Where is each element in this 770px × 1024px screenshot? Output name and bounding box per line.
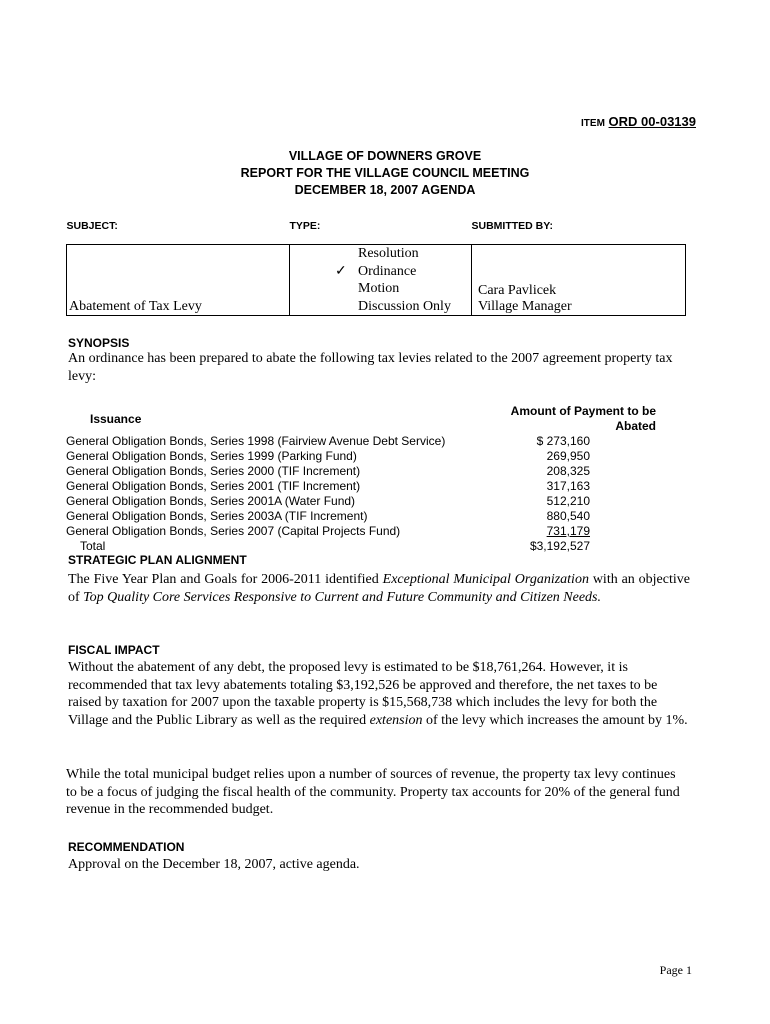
item-prefix: ITEM — [581, 118, 605, 129]
levy-total-row — [66, 539, 656, 554]
submitted-cell — [472, 245, 686, 316]
levy-issuance: General Obligation Bonds, Series 1998 (Fairview Avenue Debt Service) — [66, 434, 446, 448]
col-amount: Amount of Payment to be Abated — [510, 404, 656, 433]
fiscal-text-2: While the total municipal budget relies upon a number of sources of revenue, the property tax levy continues to be a focus of judging the fiscal health of the community. Property tax accounts for 20% of the general fund revenue in the recommended budget. — [66, 767, 680, 817]
recommendation-text: Approval on the December 18, 2007, active agenda. — [68, 857, 360, 872]
submitted-label: SUBMITTED BY: — [472, 216, 686, 245]
levy-row — [66, 509, 656, 524]
levy-row — [66, 449, 656, 464]
info-header-row — [67, 216, 686, 245]
recommendation-title: RECOMMENDATION — [68, 840, 185, 854]
levy-row — [66, 464, 656, 479]
levy-row — [66, 479, 656, 494]
type-label: TYPE: — [290, 216, 472, 245]
checkmark-icon: ✓ — [335, 263, 347, 279]
levy-amount: 731,179 — [546, 524, 590, 538]
type-cell — [290, 245, 472, 316]
levy-amount: 880,540 — [546, 509, 590, 523]
type-discussion: Discussion Only — [358, 298, 451, 314]
levy-amount: $ 273,160 — [536, 434, 590, 448]
levy-row — [66, 494, 656, 509]
levy-table — [66, 404, 656, 554]
levy-amount: 269,950 — [546, 449, 590, 463]
levy-issuance: General Obligation Bonds, Series 2007 (Capital Projects Fund) — [66, 524, 401, 538]
levy-issuance: General Obligation Bonds, Series 1999 (Parking Fund) — [66, 449, 357, 463]
page-number: Page 1 — [659, 963, 692, 977]
levy-amount: 208,325 — [546, 464, 590, 478]
subject-label: SUBJECT: — [67, 216, 290, 245]
type-ordinance: ✓ Ordinance — [335, 263, 417, 279]
fiscal-text-1: Without the abatement of any debt, the proposed levy is estimated to be $18,761,264. However, it is recommended that tax levy abatements totaling $3,192,526 be approved and therefore, the net taxes to be raised by taxation for 2007 upon the taxable property is $15,568,738 which includes the levy for both the Village and the Public Library as well as the required extension of the levy which increases the amount by 1%. — [68, 660, 688, 728]
levy-row — [66, 434, 656, 449]
levy-total-label: Total — [80, 539, 106, 553]
levy-issuance: General Obligation Bonds, Series 2001A (Water Fund) — [66, 494, 356, 508]
header-village: VILLAGE OF DOWNERS GROVE — [288, 149, 482, 163]
levy-total-amount: $3,192,527 — [529, 539, 590, 553]
strategic-text: The Five Year Plan and Goals for 2006-2011 identified Exceptional Municipal Organization with an objective of Top Quality Core Services Responsive to Current and Future Community and Citizen Needs. — [68, 572, 690, 605]
fiscal-title: FISCAL IMPACT — [68, 643, 160, 657]
strategic-title: STRATEGIC PLAN ALIGNMENT — [68, 553, 247, 567]
levy-issuance: General Obligation Bonds, Series 2000 (TIF Increment) — [66, 464, 361, 478]
synopsis-title: SYNOPSIS — [68, 336, 130, 350]
type-list — [290, 245, 471, 315]
info-body-row — [67, 245, 686, 316]
info-table — [66, 216, 686, 316]
levy-issuance: General Obligation Bonds, Series 2001 (TIF Increment) — [66, 479, 361, 493]
levy-amount: 317,163 — [546, 479, 590, 493]
type-motion: Motion — [358, 281, 400, 296]
item-number — [581, 114, 696, 129]
levy-amount: 512,210 — [546, 494, 590, 508]
submitted-title: Village Manager — [478, 299, 572, 314]
synopsis-text: An ordinance has been prepared to abate the following tax levies related to the 2007 agreement property tax levy: — [68, 351, 673, 384]
subject-value: Abatement of Tax Levy — [67, 245, 290, 316]
levy-issuance: General Obligation Bonds, Series 2003A (TIF Increment) — [66, 509, 368, 523]
report-header — [0, 148, 770, 199]
col-issuance: Issuance — [90, 411, 142, 426]
levy-row — [66, 524, 656, 539]
type-resolution: Resolution — [358, 246, 419, 261]
header-report: REPORT FOR THE VILLAGE COUNCIL MEETING — [240, 166, 530, 180]
submitted-name: Cara Pavlicek — [478, 283, 557, 298]
item-code: ORD 00-03139 — [608, 114, 696, 129]
header-date: DECEMBER 18, 2007 AGENDA — [294, 183, 476, 197]
levy-header-row — [66, 404, 656, 434]
